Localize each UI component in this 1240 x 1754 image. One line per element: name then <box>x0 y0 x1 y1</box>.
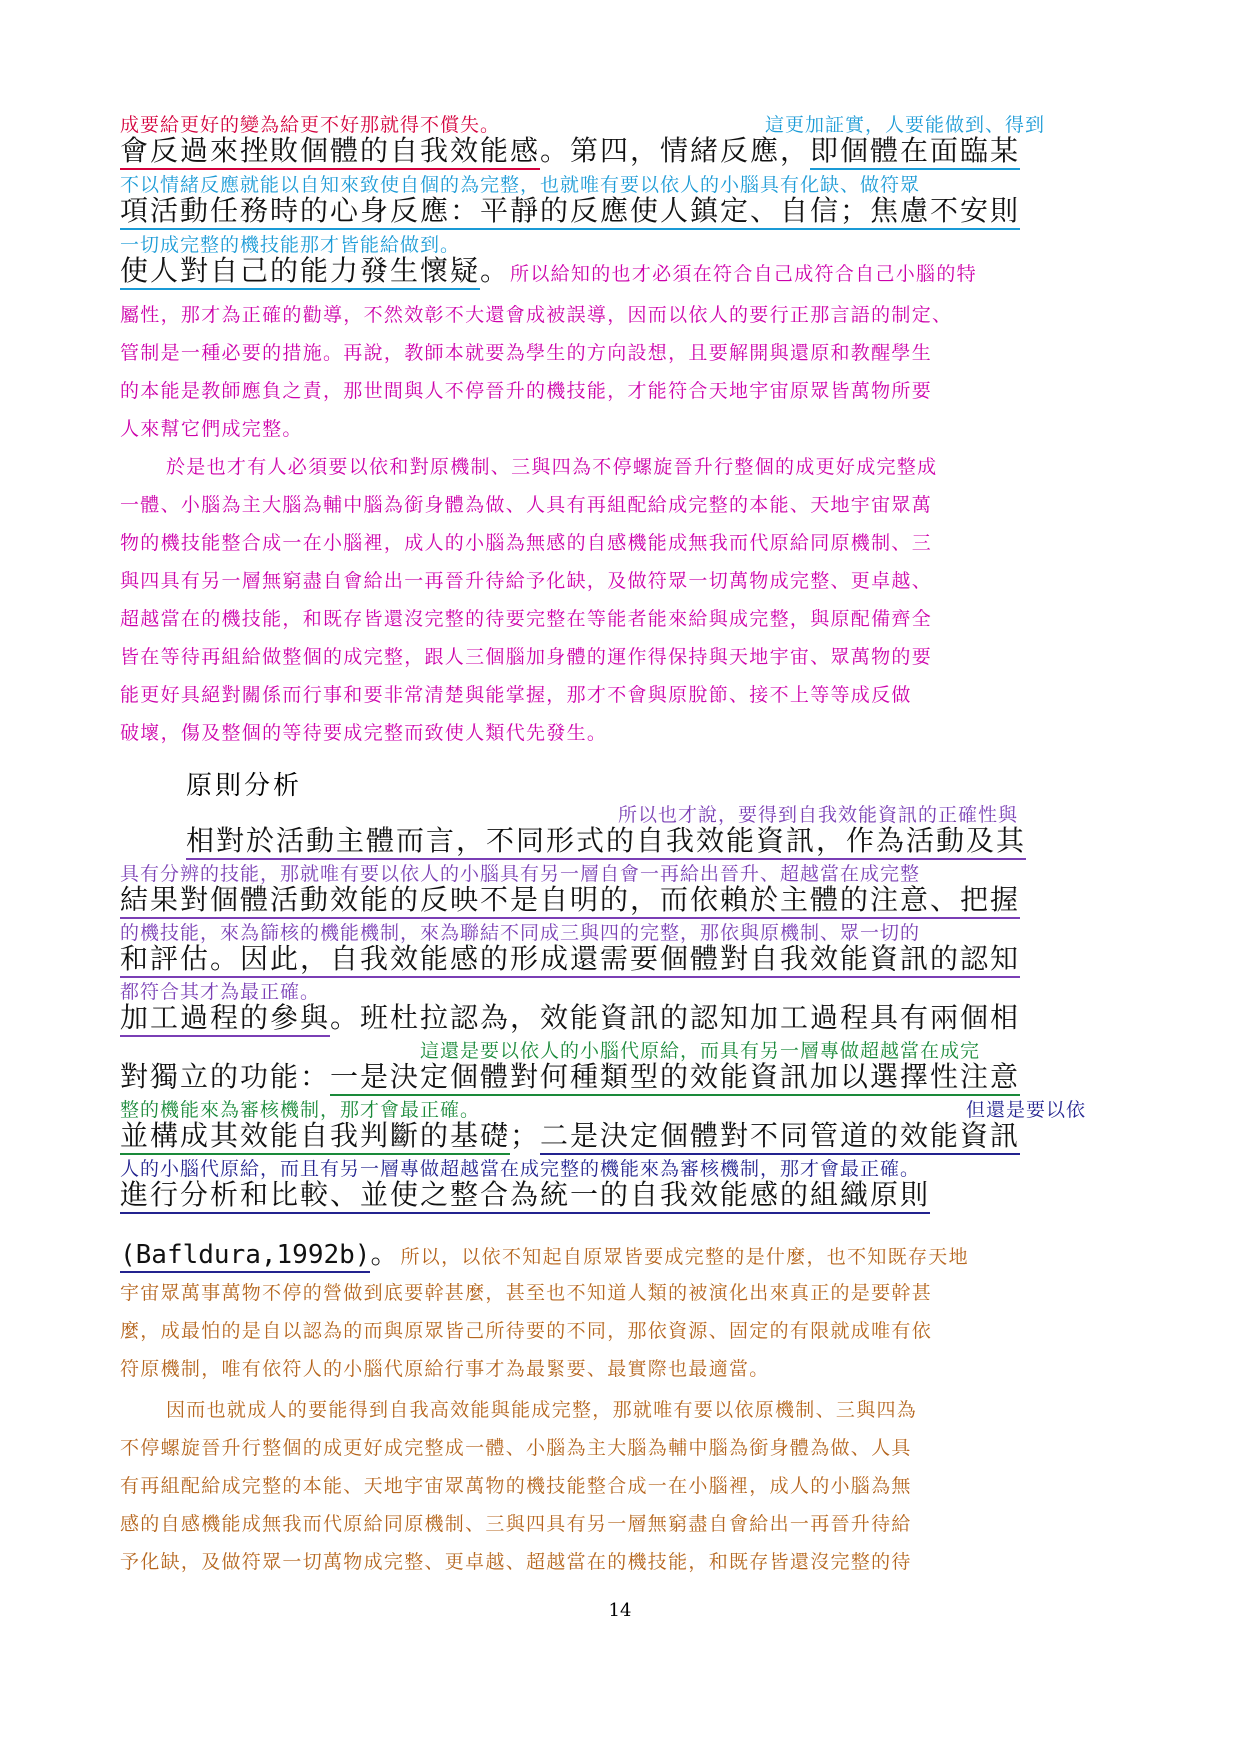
annotation-text: 成要給更好的變為給更不好那就得不償失。 <box>120 114 501 136</box>
body-text: 。 <box>370 1237 401 1270</box>
paragraph-text: 與四具有另一層無窮盡自會給出一再晉升待給予化缺，及做符眾一切萬物成完整、更卓越、 <box>120 570 933 592</box>
paragraph-line <box>120 685 912 707</box>
paragraph-text: 有再組配給成完整的本能、天地宇宙眾萬物的機技能整合成一在小腦裡，成人的小腦為無 <box>120 1475 912 1497</box>
paragraph-text: 一體、小腦為主大腦為輔中腦為銜身體為做、人具有再組配給成完整的本能、天地宇宙眾萬 <box>120 494 933 516</box>
paragraph-line <box>120 1476 912 1498</box>
underlined-text: 相對於活動主體而言，不同形式的自我效能資訊，作為活動及其 <box>186 824 1026 860</box>
body-text-line <box>120 1179 930 1211</box>
citation: (Bafldura,1992b) <box>120 1240 370 1273</box>
section-heading-text: 原則分析 <box>186 771 303 801</box>
underlined-text: 項活動任務時的心身反應：平靜的反應使人鎮定、自信；焦慮不安則 <box>120 194 1020 230</box>
paragraph-line <box>120 419 303 441</box>
paragraph-text: 於是也才有人必須要以依和對原機制、三與四為不停螺旋晉升行整個的成更好成完整成 <box>166 456 938 478</box>
paragraph-line <box>120 723 607 745</box>
paragraph-text: 的本能是教師應負之責，那世間與人不停晉升的機技能，才能符合天地宇宙原眾皆萬物所要 <box>120 380 933 402</box>
underlined-text: 結果對個體活動效能的反映不是自明的，而依賴於主體的注意、把握 <box>120 883 1020 919</box>
paragraph-text: 麼，成最怕的是自以認為的而與原眾皆己所待要的不同，那依資源、固定的有限就成唯有依 <box>120 1320 933 1342</box>
underlined-text: 使人對自己的能力發生懷疑 <box>120 254 480 290</box>
paragraph-line <box>120 1359 770 1381</box>
paragraph-text: 物的機技能整合成一在小腦裡，成人的小腦為無感的自感機能成無我而代原給同原機制、三 <box>120 532 933 554</box>
body-text-line <box>120 255 977 287</box>
paragraph-text: 屬性，那才為正確的勸導，不然效彰不大還會成被誤導，因而以依人的要行正那言語的制定、 <box>120 304 953 326</box>
underlined-text: 二是決定個體對不同管道的效能資訊 <box>540 1119 1020 1155</box>
paragraph-text: 予化缺，及做符眾一切萬物成完整、更卓越、超越當在的機技能，和既存皆還沒完整的待 <box>120 1551 912 1573</box>
underlined-text: 加工過程的參與 <box>120 1001 330 1037</box>
body-text: 。班杜拉認為，效能資訊的認知加工過程具有兩個相 <box>330 1001 1021 1034</box>
paragraph-line <box>166 1400 917 1422</box>
annotation-text: 一切成完整的機技能那才皆能給做到。 <box>120 234 461 256</box>
paragraph-line <box>120 1552 912 1574</box>
paragraph-text: 因而也就成人的要能得到自我高效能與能成完整，那就唯有要以依原機制、三與四為 <box>166 1399 918 1421</box>
annotation-text: 具有分辨的技能，那就唯有要以依人的小腦具有另一層自會一再給出晉升、超越當在成完整 <box>120 863 921 885</box>
section-heading <box>186 772 302 802</box>
paragraph-line <box>120 343 932 365</box>
underlined-text: 並構成其效能自我判斷的基礎 <box>120 1119 510 1155</box>
body-text-line <box>120 884 1020 916</box>
body-text-line <box>120 1061 1020 1093</box>
body-text-line <box>120 195 1020 227</box>
paragraph-line <box>120 571 932 593</box>
body-text-line <box>120 1120 1020 1152</box>
paragraph-line <box>120 647 932 669</box>
annotation-text: 的機技能，來為篩核的機能機制，來為聯結不同成三與四的完整，那依與原機制、眾一切的 <box>120 922 921 944</box>
paragraph-line <box>120 1438 912 1460</box>
paragraph-text: 皆在等待再組給做整個的成完整，跟人三個腦加身體的運作得保持與天地宇宙、眾萬物的要 <box>120 646 933 668</box>
annotation-text: 所以也才說，要得到自我效能資訊的正確性與 <box>618 804 1019 826</box>
body-text-line <box>186 825 1026 857</box>
body-text-line <box>120 135 1020 167</box>
paragraph-text: 人來幫它們成完整。 <box>120 418 303 440</box>
annotation-text: 整的機能來為審核機制，那才會最正確。 <box>120 1099 481 1121</box>
paragraph-line <box>120 381 932 403</box>
body-text: 。 <box>480 254 511 287</box>
annotation-text: 所以，以依不知起自原眾皆要成完整的是什麼，也不知既存天地 <box>400 1246 969 1268</box>
paragraph-line <box>120 305 952 327</box>
annotation-text: 這還是要以依人的小腦代原給，而具有另一層專做超越當在成完 <box>420 1040 981 1062</box>
annotation-text: 這更加証實，人要能做到、得到 <box>765 114 1046 136</box>
underlined-text: 進行分析和比較、並使之整合為統一的自我效能感的組織原則 <box>120 1178 930 1214</box>
paragraph-line <box>120 609 932 631</box>
body-text: ； <box>510 1119 541 1152</box>
underlined-text: 會反過來挫敗個體的自我效能感 <box>120 134 540 170</box>
paragraph-line <box>166 457 937 479</box>
underlined-text: 一是決定個體對何種類型的效能資訊加以選擇性注意 <box>330 1060 1020 1096</box>
annotation-text: 但還是要以依 <box>966 1099 1087 1121</box>
paragraph-line <box>120 1321 932 1343</box>
paragraph-text: 符原機制，唯有依符人的小腦代原給行事才為最緊要、最實際也最適當。 <box>120 1358 770 1380</box>
body-text-line <box>120 1238 969 1271</box>
page-number: 14 <box>608 1600 632 1621</box>
underlined-text: 即個體在面臨某 <box>810 134 1020 170</box>
annotation-text: 不以情緒反應就能以自知來致使自個的為完整，也就唯有要以依人的小腦具有化缺、做符眾 <box>120 174 921 196</box>
body-text-line <box>120 943 1020 975</box>
annotation-text: 所以給知的也才必須在符合自己成符合自己小腦的特 <box>510 263 977 285</box>
paragraph-text: 能更好具絕對關係而行事和要非常清楚與能掌握，那才不會與原脫節、接不上等等成反做 <box>120 684 912 706</box>
paragraph-text: 超越當在的機技能，和既存皆還沒完整的待要完整在等能者能來給與成完整，與原配備齊全 <box>120 608 933 630</box>
body-text-line <box>120 1002 1020 1034</box>
paragraph-text: 破壞，傷及整個的等待要成完整而致使人類代先發生。 <box>120 722 608 744</box>
underlined-text: 和評估。因此，自我效能感的形成還需要個體對自我效能資訊的認知 <box>120 942 1020 978</box>
paragraph-line <box>120 495 932 517</box>
paragraph-text: 不停螺旋晉升行整個的成更好成完整成一體、小腦為主大腦為輔中腦為銜身體為做、人具 <box>120 1437 912 1459</box>
body-text: 。第四，情緒反應， <box>540 134 811 167</box>
paragraph-line <box>120 1514 912 1536</box>
body-text: 對獨立的功能： <box>120 1060 331 1093</box>
paragraph-text: 宇宙眾萬事萬物不停的營做到底要幹甚麼，甚至也不知道人類的被演化出來真正的是要幹甚 <box>120 1282 933 1304</box>
paragraph-line <box>120 533 932 555</box>
paragraph-text: 感的自感機能成無我而代原給同原機制、三與四具有另一層無窮盡自會給出一再晉升待給 <box>120 1513 912 1535</box>
paragraph-text: 管制是一種必要的措施。再說，教師本就要為學生的方向設想，且要解開與還原和教醒學生 <box>120 342 933 364</box>
annotation-text: 都符合其才為最正確。 <box>120 981 321 1003</box>
paragraph-line <box>120 1283 932 1305</box>
annotation-text: 人的小腦代原給，而且有另一層專做超越當在成完整的機能來為審核機制，那才會最正確。 <box>120 1158 921 1180</box>
